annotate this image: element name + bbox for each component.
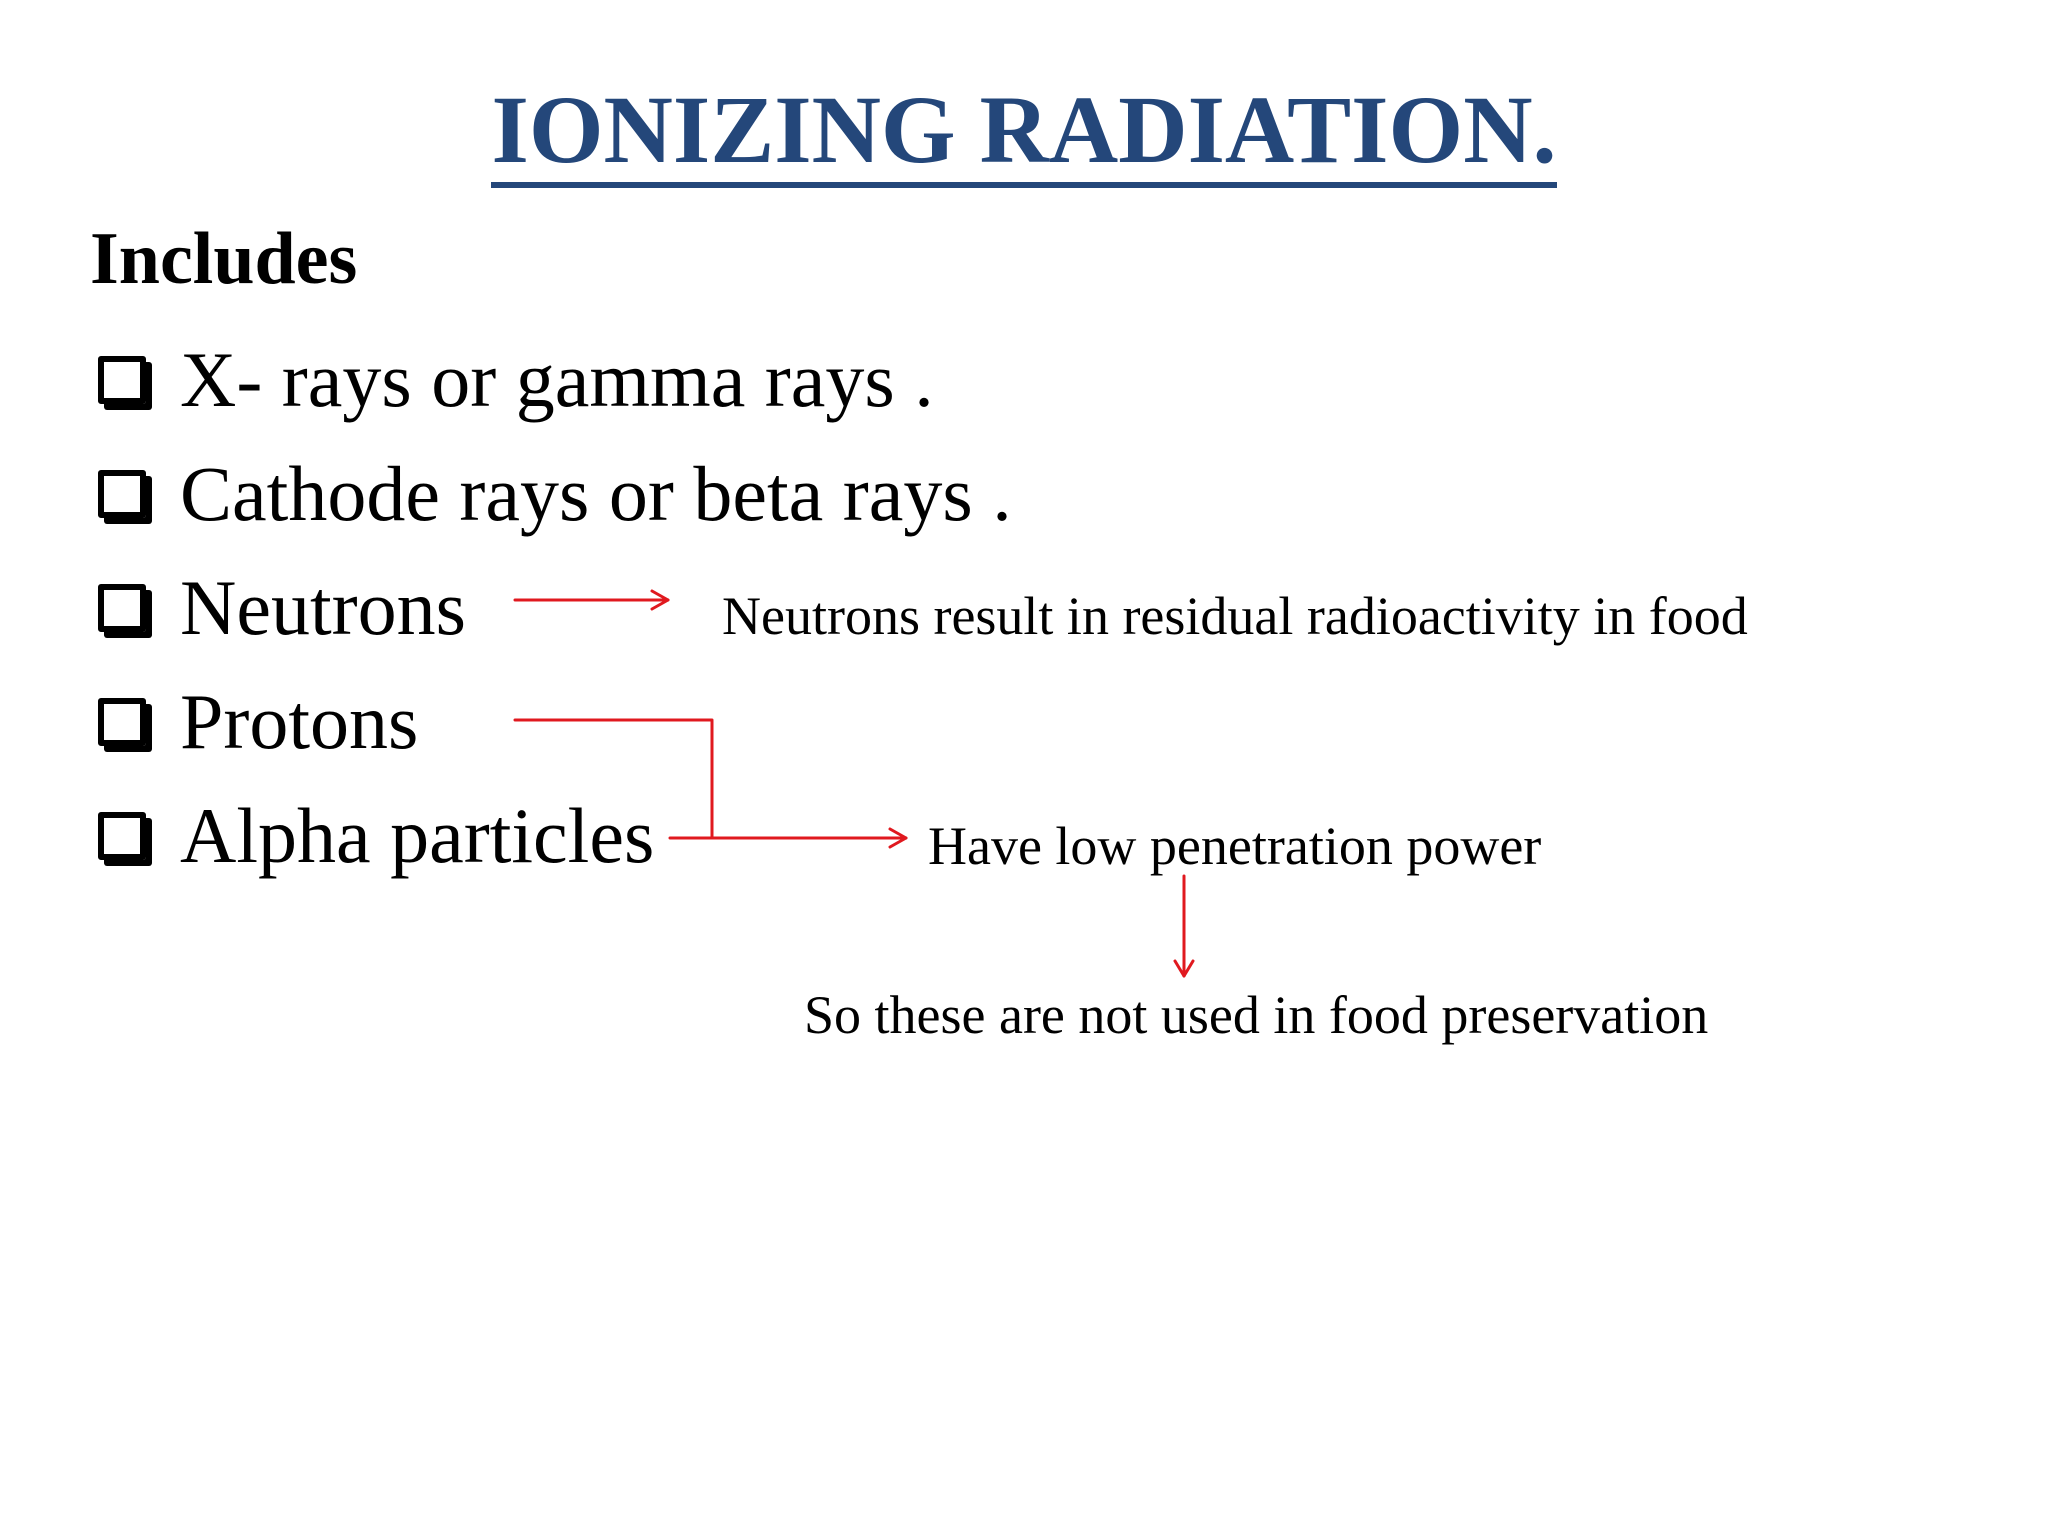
- list-item-label: Alpha particles: [180, 792, 655, 879]
- arrow-right-icon: [712, 829, 906, 847]
- arrow-down-icon: [1175, 876, 1193, 976]
- list-item-label: Cathode rays or beta rays .: [180, 450, 1012, 537]
- neutrons-note: Neutrons result in residual radioactivity in food: [722, 586, 1748, 646]
- bracket-connector: [515, 720, 712, 838]
- intro-heading: Includes: [90, 218, 358, 300]
- slide-title-text: IONIZING RADIATION.: [491, 82, 1556, 188]
- list-item-label: Protons: [180, 678, 419, 765]
- list-item-label: X- rays or gamma rays .: [180, 336, 934, 423]
- conclusion-note: So these are not used in food preservation: [804, 985, 1709, 1045]
- arrow-right-icon: [515, 591, 668, 609]
- list-item-label: Neutrons: [180, 564, 466, 651]
- penetration-note: Have low penetration power: [928, 816, 1542, 876]
